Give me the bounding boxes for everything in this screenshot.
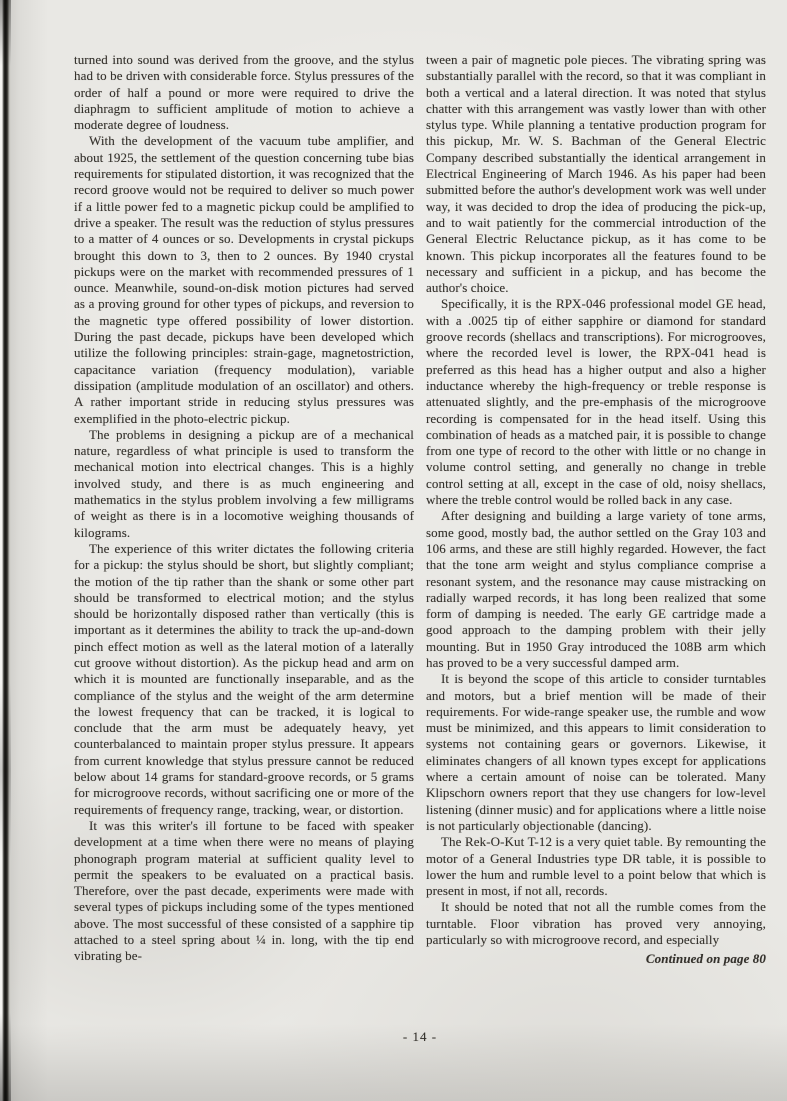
article-left-column xyxy=(74,52,414,968)
paragraph: The Rek-O-Kut T-12 is a very quiet table. By remounting the motor of a General Industries type DR table, it is possible to lower the hum and rumble level to a point below that which is present in most, if not all, records. xyxy=(426,834,766,899)
paragraph: The problems in designing a pickup are of a mechanical nature, regardless of what principle is used to transform the mechanical motion into electrical changes. This is a highly involved study, and there is as much engineering and mathematics in the stylus problem involving a few milligrams of weight as there is in a locomotive weighing thousands of kilograms. xyxy=(74,426,414,540)
paragraph: With the development of the vacuum tube amplifier, and about 1925, the settlement of the question concerning tube bias requirements for stipulated distortion, it was recognized that the record groove would not be required to deliver so much power if a little power fed to a magnetic pickup could be amplified to drive a speaker. The result was the reduction of stylus pressures to a matter of 4 ounces or so. Developments in crystal pickups brought this down to 3, then to 2 ounces. By 1940 crystal pickups were on the market with recommended pressures of 1 ounce. Meanwhile, sound-on-disk motion pictures had served as a proving ground for other types of pickups, and reversion to the magnetic type offered possibility of lower distortion. During the past decade, pickups have been developed which utilize the following principles: strain-gage, magnetostriction, capacitance variation (frequency modulation), variable dissipation (amplitude modulation of an oscillator) and others. A rather important stride in reducing stylus pressures was exemplified in the photo-electric pickup. xyxy=(74,133,414,426)
binding-edge xyxy=(0,0,11,1101)
paragraph: It is beyond the scope of this article to consider turntables and motors, but a brief mention will be made of their requirements. For wide-range speaker use, the rumble and wow must be minimized, and this appears to limit consideration to systems not containing gears or governors. Likewise, it eliminates changers of all known types except for applications where a certain amount of noise can be tolerated. Many Klipschorn owners report that they use changers for low-level listening (dinner music) and for applications where a little noise is not particularly objectionable (dancing). xyxy=(426,671,766,833)
article-right-column xyxy=(426,52,766,968)
paragraph: It should be noted that not all the rumble comes from the turntable. Floor vibration has proved very annoying, particularly so with microgroove record, and especially xyxy=(426,899,766,948)
paragraph: tween a pair of magnetic pole pieces. The vibrating spring was substantially parallel with the record, so that it was compliant in both a vertical and a lateral direction. It was noted that stylus chatter with this arrangement was vastly lower than with other stylus type. While planning a tentative production program for this pickup, Mr. W. S. Bachman of the General Electric Company described substantially the identical arrangement in Electrical Engineering of March 1946. As his paper had been submitted before the author's development work was well under way, it was decided to drop the idea of producing the pick-up, and to wait patiently for the commercial introduction of the General Electric Reluctance pickup, as it has come to be known. This pickup incorporates all the features found to be necessary and sufficient in a pickup, and has become the author's choice. xyxy=(426,52,766,296)
paragraph: The experience of this writer dictates the following criteria for a pickup: the stylus should be short, but slightly compliant; the motion of the tip rather than the shank or some other part should be transformed to electrical motion; and the stylus should be horizontally disposed rather than vertically (this is important as it determines the ability to track the up-and-down pinch effect motion as well as the lateral motion of a laterally cut groove without distortion). As the pickup head and arm on which it is mounted are functionally inseparable, and as the compliance of the stylus and the weight of the arm determine the lowest frequency that can be tracked, it is logical to conclude that the arm must be adequately heavy, yet counterbalanced to maintain proper stylus pressure. It appears from current knowledge that stylus pressure cannot be reduced below about 14 grams for standard-groove records, or 5 grams for microgroove records, without sacrificing one or more of the requirements of frequency range, tracking, wear, or distortion. xyxy=(74,540,414,817)
paragraph: Specifically, it is the RPX-046 professional model GE head, with a .0025 tip of either sapphire or diamond for standard groove records (shellacs and transcriptions). For microgrooves, where the recorded level is lower, the RPX-041 head is preferred as this head has a higher output and also a higher inductance whereby the high-frequency or treble response is attenuated slightly, and the pre-emphasis of the microgroove recording is compensated for in the head itself. Using this combination of heads as a matched pair, it is possible to change from one type of record to the other with little or no change in volume control setting, and generally no change in treble control setting at all, except in the case of old, noisy shellacs, where the treble control would be rolled back in any case. xyxy=(426,296,766,508)
continued-note: Continued on page 80 xyxy=(645,951,766,967)
page-number: - 14 - xyxy=(402,1029,438,1044)
paragraph: After designing and building a large variety of tone arms, some good, mostly bad, the author settled on the Gray 103 and 106 arms, and these are still highly regarded. However, the fact that the tone arm weight and stylus compliance comprise a resonant system, and the resonance may cause mistracking on radially warped records, it has long been realized that some form of damping is needed. The early GE cartridge made a good approach to the damping problem with their jelly mounting. But in 1950 Gray introduced the 108B arm which has proved to be a very successful damped arm. xyxy=(426,508,766,670)
article-body xyxy=(74,52,766,968)
paragraph: It was this writer's ill fortune to be faced with speaker development at a time when there were no means of playing phonograph program material at sufficient quality level to permit the speakers to be evaluated on a practical basis. Therefore, over the past decade, experiments were made with several types of pickups including some of the types mentioned above. The most successful of these consisted of a sapphire tip attached to a steel spring about ¼ in. long, with the tip end vibrating be- xyxy=(74,817,414,964)
paragraph: turned into sound was derived from the groove, and the stylus had to be driven with considerable force. Stylus pressures of the order of half a pound or more were required to drive the diaphragm to sufficient amplitude of motion to achieve a moderate degree of loudness. xyxy=(74,52,414,133)
